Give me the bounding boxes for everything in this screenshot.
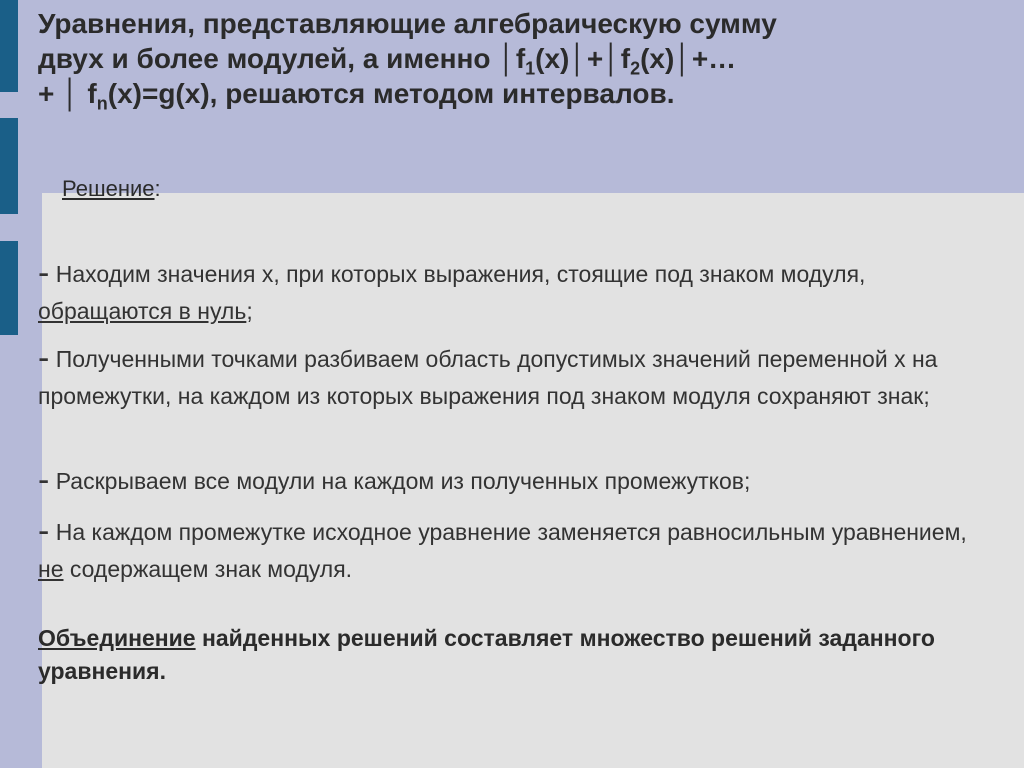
bullet-item-3: - Раскрываем все модули на каждом из полученных промежутков; — [38, 461, 751, 499]
slide-title: Уравнения, представляющие алгебраическую сумму двух и более модулей, а именно $│f_1(x)│+│f_2(x)│+\dots$ + │ $f_n(x)=g(x)$, решаются методом интервалов. — [38, 8, 777, 114]
bullet-item-1: - Находим значения х, при которых выражения, стоящие под знаком модуля, обращаются в нуль; — [38, 254, 866, 324]
accent-bar-top — [0, 0, 18, 92]
bullet-item-2: - Полученными точками разбиваем область допустимых значений переменной х на промежутки, на каждом из которых выражения под знаком модуля сохраняют знак; — [38, 339, 938, 409]
accent-bar-bottom — [0, 241, 18, 335]
bullet-item-4: - На каждом промежутке исходное уравнение заменяется равносильным уравнением, не содержащем знак модуля. — [38, 512, 967, 582]
accent-bar-middle — [0, 118, 18, 214]
left-strip — [0, 0, 18, 768]
dash-marker: - — [38, 339, 50, 377]
dash-marker: - — [38, 512, 50, 550]
dash-marker: - — [38, 254, 50, 292]
conclusion-text: Объединение найденных решений составляет множество решений заданного уравнения. — [38, 625, 935, 684]
solution-heading: Решение: — [62, 176, 161, 201]
dash-marker: - — [38, 461, 50, 499]
